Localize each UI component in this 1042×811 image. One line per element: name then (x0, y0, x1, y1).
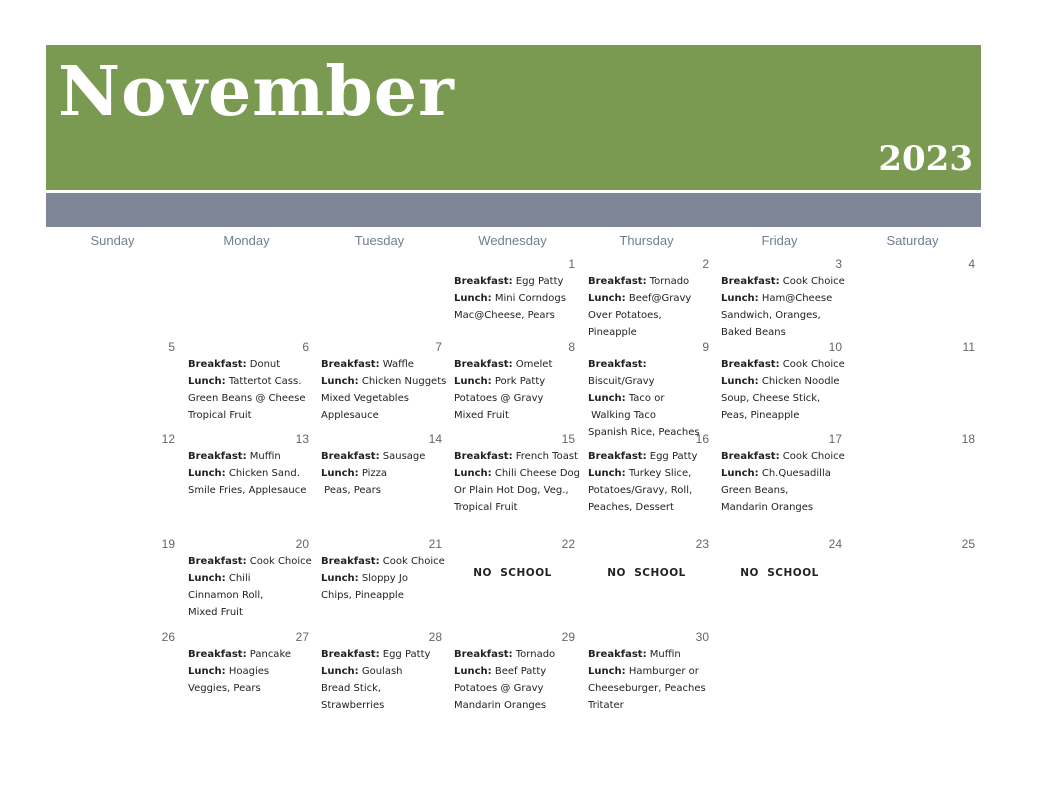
menu-extra-line: Green Beans @ Cheese (188, 393, 306, 404)
no-school-label: NO SCHOOL (607, 567, 686, 579)
no-school-label: NO SCHOOL (473, 567, 552, 579)
breakfast-label: Breakfast: (188, 649, 247, 660)
date-number: 3 (835, 257, 842, 271)
breakfast-line (321, 646, 449, 663)
breakfast-label: Breakfast: (188, 556, 247, 567)
breakfast-label: Breakfast: (321, 649, 380, 660)
lunch-line (321, 465, 449, 482)
menu-entry (588, 273, 716, 341)
day-cell (46, 432, 179, 522)
lunch-line (721, 465, 849, 482)
breakfast-label: Breakfast: (588, 451, 647, 462)
breakfast-item: Waffle (382, 359, 414, 370)
breakfast-item: Donut (249, 359, 281, 370)
breakfast-item: Egg Patty (515, 276, 564, 287)
date-number: 9 (702, 340, 709, 354)
lunch-item: Tattertot Cass. (228, 376, 302, 387)
breakfast-item: Tornado (649, 276, 690, 287)
date-number: 21 (428, 537, 442, 551)
breakfast-line (454, 273, 582, 290)
menu-extra-line: Strawberries (321, 700, 385, 711)
date-number: 14 (428, 432, 442, 446)
lunch-item: Pizza (361, 468, 388, 479)
lunch-label: Lunch: (721, 376, 759, 387)
breakfast-line (321, 356, 449, 373)
day-cell (180, 537, 313, 627)
day-cell (180, 257, 313, 347)
lunch-item: Taco or (628, 393, 665, 404)
day-cell (180, 340, 313, 430)
date-number: 27 (295, 630, 309, 644)
menu-entry (454, 273, 582, 324)
date-number: 15 (561, 432, 575, 446)
menu-extra-line: Peas, Pears (321, 485, 381, 496)
day-cell (46, 257, 179, 347)
lunch-label: Lunch: (454, 666, 492, 677)
day-header-sunday: Sunday (90, 233, 135, 248)
breakfast-item: Cook Choice (249, 556, 312, 567)
lunch-line (588, 390, 716, 407)
menu-extra-line: Tropical Fruit (188, 410, 252, 421)
breakfast-line (188, 448, 316, 465)
menu-extra-line: Smile Fries, Applesauce (188, 485, 307, 496)
day-header-tuesday: Tuesday (354, 233, 405, 248)
lunch-line (188, 570, 316, 587)
lunch-item: Ch.Quesadilla (761, 468, 831, 479)
breakfast-item: Biscuit/Gravy (588, 376, 655, 387)
menu-entry (454, 356, 582, 424)
menu-entry (721, 273, 849, 341)
menu-extra-line: Veggies, Pears (188, 683, 261, 694)
date-number: 5 (168, 340, 175, 354)
breakfast-line (588, 448, 716, 465)
lunch-label: Lunch: (188, 468, 226, 479)
menu-extra-line: Mixed Fruit (188, 607, 243, 618)
lunch-item: Mini Corndogs (494, 293, 566, 304)
breakfast-line (588, 646, 716, 663)
breakfast-item: Egg Patty (649, 451, 698, 462)
day-cell (446, 257, 579, 347)
breakfast-label: Breakfast: (454, 359, 513, 370)
date-number: 19 (161, 537, 175, 551)
day-cell (580, 432, 713, 522)
date-number: 2 (702, 257, 709, 271)
breakfast-label: Breakfast: (188, 359, 247, 370)
menu-extra-line: Potatoes/Gravy, Roll, (588, 485, 693, 496)
menu-extra-line: Peas, Pineapple (721, 410, 800, 421)
menu-entry (188, 553, 316, 621)
breakfast-item: Cook Choice (782, 276, 845, 287)
lunch-line (321, 373, 449, 390)
menu-extra-line: Bread Stick, (321, 683, 382, 694)
lunch-label: Lunch: (588, 293, 626, 304)
day-cell (46, 340, 179, 430)
menu-entry (454, 448, 582, 516)
day-header-monday: Monday (223, 233, 270, 248)
menu-entry (588, 646, 716, 714)
menu-extra-line: Peaches, Dessert (588, 502, 674, 513)
day-cell (713, 630, 846, 720)
breakfast-label: Breakfast: (588, 276, 647, 287)
breakfast-item: Cook Choice (782, 359, 845, 370)
breakfast-line (721, 356, 849, 373)
breakfast-item: Omelet (515, 359, 553, 370)
breakfast-line (188, 356, 316, 373)
day-cell (313, 340, 446, 430)
day-cell (846, 630, 979, 720)
day-cell (46, 630, 179, 720)
day-cell (446, 630, 579, 720)
breakfast-line (588, 356, 716, 390)
lunch-item: Chicken Nuggets (361, 376, 447, 387)
lunch-item: Chili (228, 573, 251, 584)
breakfast-label: Breakfast: (454, 276, 513, 287)
date-number: 26 (161, 630, 175, 644)
lunch-line (454, 465, 582, 482)
lunch-item: Goulash (361, 666, 403, 677)
day-cell (313, 537, 446, 627)
breakfast-line (454, 646, 582, 663)
breakfast-label: Breakfast: (454, 451, 513, 462)
breakfast-item: Muffin (249, 451, 281, 462)
menu-entry (588, 356, 716, 441)
day-cell (846, 537, 979, 627)
breakfast-line (188, 553, 316, 570)
day-cell (180, 432, 313, 522)
menu-entry (721, 448, 849, 516)
menu-extra-line: Over Potatoes, (588, 310, 662, 321)
menu-entry (321, 448, 449, 499)
date-number: 30 (695, 630, 709, 644)
date-number: 23 (695, 537, 709, 551)
date-number: 13 (295, 432, 309, 446)
breakfast-label: Breakfast: (721, 359, 780, 370)
menu-extra-line: Tritater (588, 700, 624, 711)
breakfast-label: Breakfast: (321, 451, 380, 462)
day-cell (580, 340, 713, 438)
menu-extra-line: Soup, Cheese Stick, (721, 393, 821, 404)
breakfast-item: Pancake (249, 649, 292, 660)
lunch-label: Lunch: (321, 468, 359, 479)
date-number: 11 (962, 340, 975, 354)
date-number: 16 (695, 432, 709, 446)
date-number: 24 (828, 537, 842, 551)
menu-entry (321, 646, 449, 714)
day-header-saturday: Saturday (886, 233, 939, 248)
menu-entry (588, 448, 716, 516)
day-cell (446, 432, 579, 522)
date-number: 10 (828, 340, 842, 354)
day-cell (313, 432, 446, 522)
day-cell (846, 257, 979, 347)
lunch-line (454, 290, 582, 307)
breakfast-line (321, 553, 449, 570)
day-cell (580, 537, 713, 627)
day-cell (713, 432, 846, 522)
lunch-line (188, 465, 316, 482)
month-banner (46, 45, 981, 190)
breakfast-label: Breakfast: (721, 276, 780, 287)
lunch-label: Lunch: (588, 393, 626, 404)
breakfast-label: Breakfast: (454, 649, 513, 660)
day-cell (846, 432, 979, 522)
menu-entry (188, 448, 316, 499)
breakfast-line (721, 448, 849, 465)
lunch-label: Lunch: (454, 293, 492, 304)
menu-entry (321, 356, 449, 424)
lunch-item: Turkey Slice, (628, 468, 692, 479)
lunch-line (721, 373, 849, 390)
menu-extra-line: Pineapple (588, 327, 637, 338)
lunch-label: Lunch: (188, 666, 226, 677)
day-header-friday: Friday (761, 233, 798, 248)
menu-extra-line: Potatoes @ Gravy (454, 393, 544, 404)
breakfast-item: Cook Choice (782, 451, 845, 462)
year-title: 2023 (878, 139, 973, 179)
menu-entry (454, 646, 582, 714)
menu-extra-line: Sandwich, Oranges, (721, 310, 821, 321)
menu-entry (721, 356, 849, 424)
day-cell (446, 340, 579, 430)
menu-extra-line: Mixed Fruit (454, 410, 509, 421)
menu-extra-line: Cheeseburger, Peaches (588, 683, 706, 694)
day-cell (46, 537, 179, 627)
lunch-item: Chicken Noodle (761, 376, 840, 387)
lunch-line (588, 465, 716, 482)
lunch-line (454, 663, 582, 680)
breakfast-label: Breakfast: (588, 649, 647, 660)
date-number: 20 (295, 537, 309, 551)
breakfast-line (454, 448, 582, 465)
breakfast-label: Breakfast: (188, 451, 247, 462)
lunch-item: Chili Cheese Dog (494, 468, 581, 479)
day-cell (580, 257, 713, 347)
lunch-label: Lunch: (321, 376, 359, 387)
lunch-label: Lunch: (588, 468, 626, 479)
menu-extra-line: Spanish Rice, Peaches (588, 427, 700, 438)
day-cell (713, 537, 846, 627)
menu-extra-line: Applesauce (321, 410, 379, 421)
day-cell (580, 630, 713, 720)
lunch-item: Sloppy Jo (361, 573, 408, 584)
lunch-label: Lunch: (588, 666, 626, 677)
day-cell (846, 340, 979, 430)
lunch-item: Hamburger or (628, 666, 699, 677)
month-title: November (58, 52, 455, 132)
lunch-label: Lunch: (188, 376, 226, 387)
lunch-item: Hoagies (228, 666, 270, 677)
day-cell (446, 537, 579, 627)
lunch-line (588, 290, 716, 307)
breakfast-line (721, 273, 849, 290)
lunch-line (721, 290, 849, 307)
header-strip (46, 193, 981, 227)
menu-extra-line: Walking Taco (588, 410, 656, 421)
lunch-line (188, 663, 316, 680)
lunch-item: Ham@Cheese (761, 293, 833, 304)
breakfast-line (188, 646, 316, 663)
day-header-thursday: Thursday (619, 233, 674, 248)
breakfast-line (588, 273, 716, 290)
date-number: 25 (961, 537, 975, 551)
lunch-label: Lunch: (321, 573, 359, 584)
breakfast-item: Sausage (382, 451, 426, 462)
menu-extra-line: Cinnamon Roll, (188, 590, 264, 601)
lunch-line (588, 663, 716, 680)
menu-extra-line: Potatoes @ Gravy (454, 683, 544, 694)
lunch-label: Lunch: (721, 293, 759, 304)
lunch-line (321, 570, 449, 587)
breakfast-label: Breakfast: (321, 359, 380, 370)
menu-extra-line: Mac@Cheese, Pears (454, 310, 555, 321)
menu-extra-line: Mandarin Oranges (721, 502, 814, 513)
menu-extra-line: Or Plain Hot Dog, Veg., (454, 485, 569, 496)
lunch-item: Chicken Sand. (228, 468, 300, 479)
date-number: 12 (161, 432, 175, 446)
breakfast-label: Breakfast: (321, 556, 380, 567)
date-number: 29 (561, 630, 575, 644)
day-cell (713, 257, 846, 347)
lunch-item: Pork Patty (494, 376, 546, 387)
lunch-item: Beef@Gravy (628, 293, 692, 304)
day-cell (313, 257, 446, 347)
date-number: 7 (435, 340, 442, 354)
menu-extra-line: Mandarin Oranges (454, 700, 547, 711)
lunch-label: Lunch: (188, 573, 226, 584)
day-cell (313, 630, 446, 720)
lunch-label: Lunch: (321, 666, 359, 677)
breakfast-label: Breakfast: (588, 359, 647, 370)
date-number: 17 (828, 432, 842, 446)
breakfast-item: Muffin (649, 649, 681, 660)
breakfast-line (321, 448, 449, 465)
date-number: 28 (428, 630, 442, 644)
date-number: 18 (961, 432, 975, 446)
date-number: 8 (568, 340, 575, 354)
breakfast-item: French Toast (515, 451, 578, 462)
lunch-label: Lunch: (721, 468, 759, 479)
lunch-line (454, 373, 582, 390)
menu-extra-line: Baked Beans (721, 327, 786, 338)
date-number: 22 (561, 537, 575, 551)
lunch-line (321, 663, 449, 680)
date-number: 1 (568, 257, 575, 271)
menu-extra-line: Green Beans, (721, 485, 789, 496)
menu-extra-line: Chips, Pineapple (321, 590, 404, 601)
day-header-wednesday: Wednesday (478, 233, 547, 248)
breakfast-item: Egg Patty (382, 649, 431, 660)
menu-entry (321, 553, 449, 604)
lunch-item: Beef Patty (494, 666, 547, 677)
day-cell (180, 630, 313, 720)
breakfast-item: Cook Choice (382, 556, 445, 567)
breakfast-label: Breakfast: (721, 451, 780, 462)
menu-entry (188, 646, 316, 697)
breakfast-item: Tornado (515, 649, 556, 660)
date-number: 4 (968, 257, 975, 271)
day-cell (713, 340, 846, 430)
no-school-label: NO SCHOOL (740, 567, 819, 579)
menu-extra-line: Tropical Fruit (454, 502, 518, 513)
date-number: 6 (302, 340, 309, 354)
breakfast-line (454, 356, 582, 373)
lunch-label: Lunch: (454, 376, 492, 387)
menu-extra-line: Mixed Vegetables (321, 393, 409, 404)
menu-entry (188, 356, 316, 424)
lunch-label: Lunch: (454, 468, 492, 479)
lunch-line (188, 373, 316, 390)
